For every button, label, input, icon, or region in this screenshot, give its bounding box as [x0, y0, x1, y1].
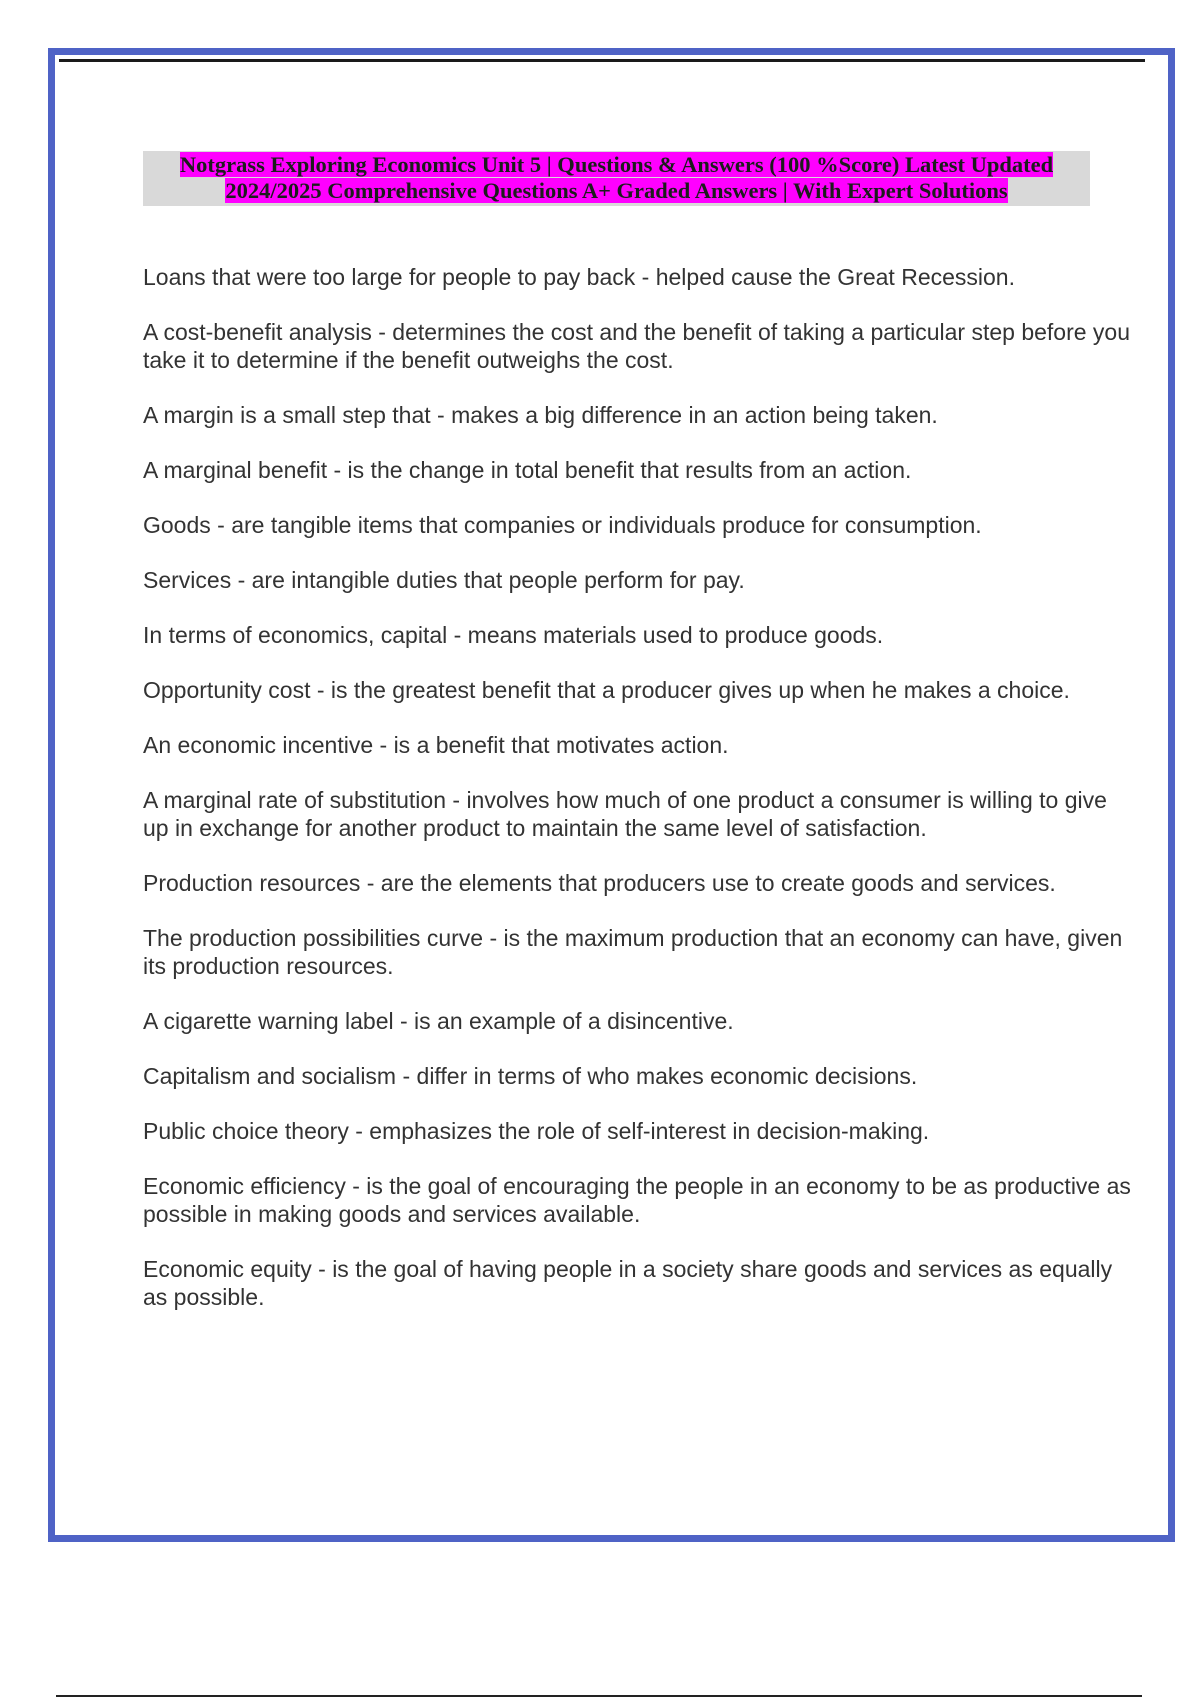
- qa-entry: Goods - are tangible items that companies or individuals produce for consumption.: [143, 512, 982, 538]
- bottom-rule: [56, 1695, 1142, 1697]
- qa-entry: Loans that were too large for people to pay back - helped cause the Great Recession.: [143, 264, 1015, 290]
- qa-entry: A margin is a small step that - makes a big difference in an action being taken.: [143, 402, 938, 428]
- qa-entry: Capitalism and socialism - differ in terms of who makes economic decisions.: [143, 1063, 918, 1089]
- qa-entry: Production resources - are the elements that producers use to create goods and services.: [143, 870, 1056, 896]
- qa-entry: Services - are intangible duties that people perform for pay.: [143, 567, 745, 593]
- qa-list: [143, 263, 1133, 1338]
- qa-entry: A cigarette warning label - is an example of a disincentive.: [143, 1008, 734, 1034]
- qa-entry: Economic equity - is the goal of having people in a society share goods and services as equally as possible.: [143, 1256, 1113, 1310]
- qa-entry: In terms of economics, capital - means materials used to produce goods.: [143, 622, 884, 648]
- title-line-2: 2024/2025 Comprehensive Questions A+ Graded Answers | With Expert Solutions: [225, 178, 1008, 203]
- qa-entry: Opportunity cost - is the greatest benefit that a producer gives up when he makes a choice.: [143, 677, 1070, 703]
- title-line-1: Notgrass Exploring Economics Unit 5 | Questions & Answers (100 %Score) Latest Updated: [179, 152, 1054, 177]
- qa-entry: A cost-benefit analysis - determines the cost and the benefit of taking a particular step before you take it to determine if the benefit outweighs the cost.: [143, 319, 1131, 373]
- document-title: [143, 151, 1090, 206]
- qa-entry: The production possibilities curve - is the maximum production that an economy can have, given its production resources.: [143, 925, 1123, 979]
- frame-top-rule: [59, 59, 1145, 62]
- qa-entry: A marginal benefit - is the change in total benefit that results from an action.: [143, 457, 912, 483]
- page-frame: [48, 48, 1175, 1542]
- qa-entry: A marginal rate of substitution - involves how much of one product a consumer is willing to give up in exchange for another product to maintain the same level of satisfaction.: [143, 787, 1107, 841]
- qa-entry: Economic efficiency - is the goal of encouraging the people in an economy to be as productive as possible in making goods and services available.: [143, 1173, 1131, 1227]
- qa-entry: Public choice theory - emphasizes the role of self-interest in decision-making.: [143, 1118, 930, 1144]
- qa-entry: An economic incentive - is a benefit that motivates action.: [143, 732, 729, 758]
